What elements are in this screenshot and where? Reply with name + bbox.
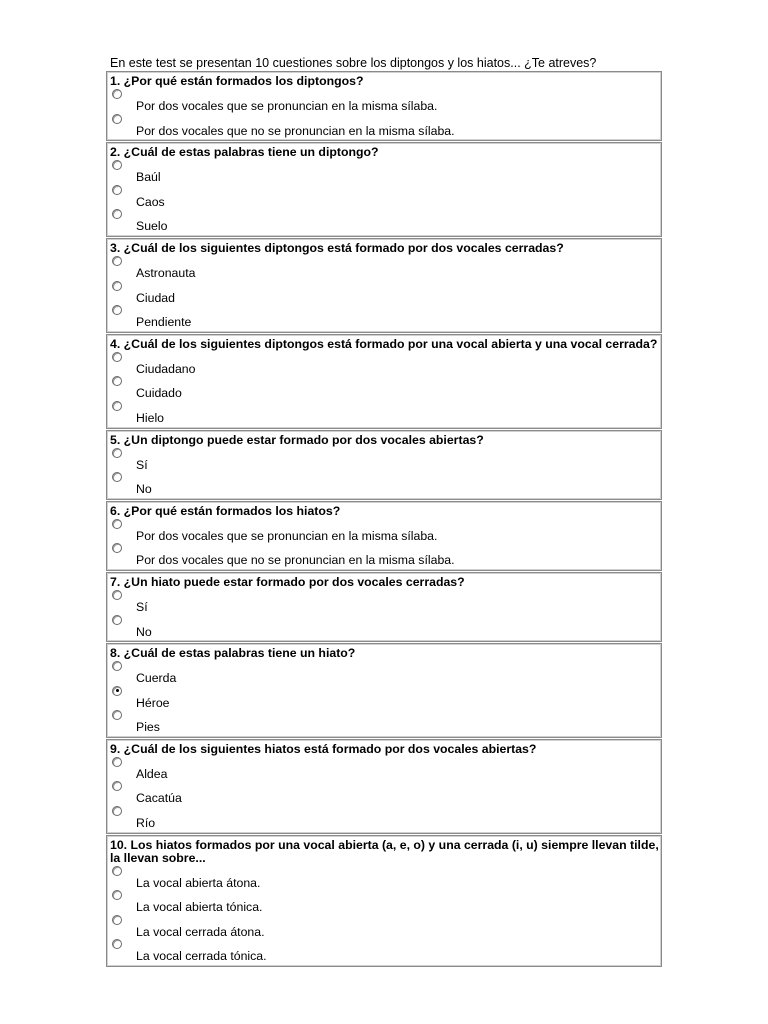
radio-button[interactable] — [112, 185, 122, 195]
radio-button[interactable] — [112, 305, 122, 315]
answer-option[interactable] — [110, 915, 659, 940]
answer-option[interactable] — [110, 686, 659, 711]
radio-button[interactable] — [112, 710, 122, 720]
answer-option[interactable] — [110, 401, 659, 426]
radio-button[interactable] — [112, 519, 122, 529]
question-9 — [106, 739, 662, 834]
answer-option[interactable] — [110, 590, 659, 615]
answer-option[interactable] — [110, 89, 659, 114]
question-title: 6. ¿Por qué están formados los hiatos? — [110, 503, 341, 518]
intro-text: En este test se presentan 10 cuestiones sobre los diptongos y los hiatos... ¿Te atreves? — [110, 56, 597, 70]
radio-button[interactable] — [112, 256, 122, 266]
answer-label: Cuidado — [136, 386, 182, 401]
answer-option[interactable] — [110, 160, 659, 185]
answer-label: Astronauta — [136, 265, 196, 280]
answer-label: Pendiente — [136, 315, 192, 330]
question-title: 10. Los hiatos formados por una vocal abierta (a, e, o) y una cerrada (i, u) siempre llevan tilde, la llevan sobre... — [110, 837, 659, 865]
answer-option[interactable] — [110, 806, 659, 831]
question-title: 8. ¿Cuál de estas palabras tiene un hiato? — [110, 646, 356, 661]
answer-label: Cuerda — [136, 671, 177, 686]
question-7 — [106, 572, 662, 642]
answer-label: Por dos vocales que se pronuncian en la misma sílaba. — [136, 528, 438, 543]
answer-label: No — [136, 624, 152, 639]
radio-button[interactable] — [112, 890, 122, 900]
radio-button[interactable] — [112, 661, 122, 671]
answer-option[interactable] — [110, 939, 659, 964]
answer-label: La vocal abierta átona. — [136, 875, 261, 890]
radio-button[interactable] — [112, 114, 122, 124]
answer-label: La vocal cerrada átona. — [136, 924, 265, 939]
radio-button[interactable] — [112, 352, 122, 362]
answer-option[interactable] — [110, 281, 659, 306]
question-3 — [106, 238, 662, 333]
question-title: 1. ¿Por qué están formados los diptongos? — [110, 74, 364, 88]
answer-label: Por dos vocales que se pronuncian en la misma sílaba. — [136, 99, 438, 113]
answer-option[interactable] — [110, 256, 659, 281]
radio-button[interactable] — [112, 615, 122, 625]
radio-button[interactable] — [112, 543, 122, 553]
answer-label: Ciudadano — [136, 361, 196, 376]
radio-button[interactable] — [112, 806, 122, 816]
answer-option[interactable] — [110, 661, 659, 686]
radio-button[interactable] — [112, 89, 122, 99]
answer-label: Baúl — [136, 170, 161, 185]
question-1 — [106, 71, 662, 141]
question-title: 4. ¿Cuál de los siguientes diptongos está formado por una vocal abierta y una vocal cerrada? — [110, 336, 658, 351]
radio-button[interactable] — [112, 376, 122, 386]
question-2 — [106, 142, 662, 237]
answer-option[interactable] — [110, 710, 659, 735]
answer-label: La vocal abierta tónica. — [136, 900, 263, 915]
answer-option[interactable] — [110, 757, 659, 782]
answer-label: Río — [136, 816, 156, 831]
radio-button[interactable] — [112, 781, 122, 791]
quiz-form — [106, 71, 662, 968]
answer-option[interactable] — [110, 543, 659, 568]
radio-button[interactable] — [112, 939, 122, 949]
answer-option[interactable] — [110, 209, 659, 234]
radio-button[interactable] — [112, 590, 122, 600]
question-title: 7. ¿Un hiato puede estar formado por dos vocales cerradas? — [110, 574, 465, 589]
radio-button[interactable] — [112, 866, 122, 876]
radio-button[interactable] — [112, 448, 122, 458]
answer-option[interactable] — [110, 866, 659, 891]
answer-option[interactable] — [110, 781, 659, 806]
answer-label: La vocal cerrada tónica. — [136, 949, 267, 964]
radio-button[interactable] — [112, 915, 122, 925]
question-title: 3. ¿Cuál de los siguientes diptongos está formado por dos vocales cerradas? — [110, 240, 564, 255]
question-8 — [106, 643, 662, 738]
answer-label: Aldea — [136, 766, 168, 781]
answer-label: Hielo — [136, 410, 165, 425]
answer-option[interactable] — [110, 615, 659, 640]
radio-button[interactable] — [112, 209, 122, 219]
answer-label: Sí — [136, 457, 148, 472]
answer-label: Por dos vocales que no se pronuncian en la misma sílaba. — [136, 553, 455, 568]
question-5 — [106, 430, 662, 500]
answer-label: Cacatúa — [136, 791, 182, 806]
answer-option[interactable] — [110, 519, 659, 544]
answer-label: Sí — [136, 599, 148, 614]
radio-button[interactable] — [112, 472, 122, 482]
answer-label: No — [136, 482, 152, 497]
radio-button[interactable] — [112, 401, 122, 411]
question-6 — [106, 501, 662, 571]
radio-button-checked[interactable] — [112, 686, 122, 696]
answer-label: Ciudad — [136, 290, 175, 305]
answer-label: Por dos vocales que no se pronuncian en la misma sílaba. — [136, 123, 455, 138]
answer-option[interactable] — [110, 376, 659, 401]
answer-option[interactable] — [110, 448, 659, 473]
answer-option[interactable] — [110, 185, 659, 210]
answer-label: Pies — [136, 720, 160, 735]
answer-label: Suelo — [136, 219, 168, 234]
question-title: 2. ¿Cuál de estas palabras tiene un diptongo? — [110, 145, 379, 160]
answer-option[interactable] — [110, 472, 659, 497]
question-title: 5. ¿Un diptongo puede estar formado por dos vocales abiertas? — [110, 432, 484, 447]
answer-label: Caos — [136, 194, 165, 209]
radio-button[interactable] — [112, 281, 122, 291]
answer-label: Héroe — [136, 695, 170, 710]
radio-button[interactable] — [112, 160, 122, 170]
question-4 — [106, 334, 662, 429]
answer-option[interactable] — [110, 890, 659, 915]
question-title: 9. ¿Cuál de los siguientes hiatos está formado por dos vocales abiertas? — [110, 741, 537, 756]
radio-button[interactable] — [112, 757, 122, 767]
answer-option[interactable] — [110, 305, 659, 330]
answer-option[interactable] — [110, 114, 659, 139]
question-10 — [106, 835, 662, 967]
answer-option[interactable] — [110, 352, 659, 377]
